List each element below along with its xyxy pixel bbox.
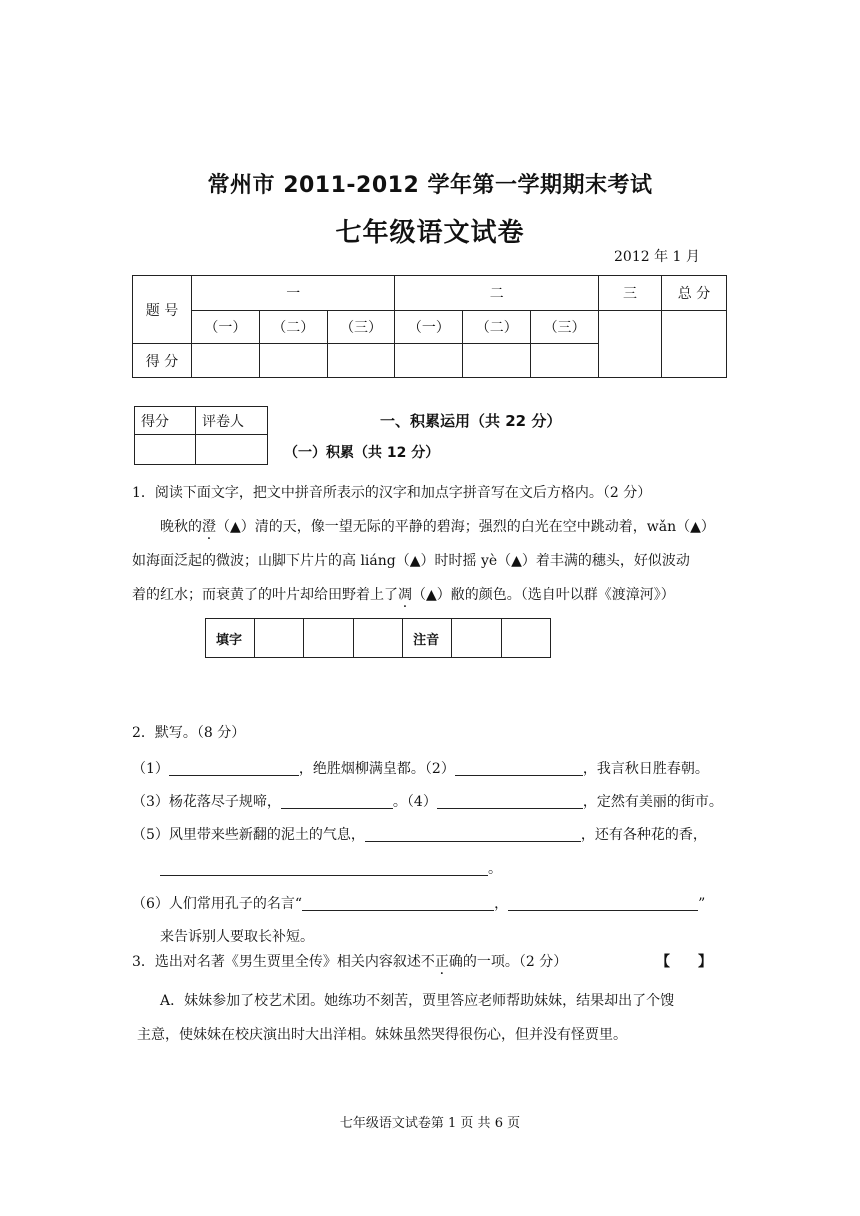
q3-option-a-line-2: 主意，使妹妹在校庆演出时大出洋相。妹妹虽然哭得很伤心，但并没有怪贾里。 bbox=[137, 1027, 627, 1043]
q2-l3-end: ，还有各种花的香， bbox=[580, 827, 707, 843]
score-cell bbox=[463, 344, 531, 378]
score-cell bbox=[192, 344, 260, 378]
group-header-2: 二 bbox=[395, 276, 599, 311]
answer-cell[interactable] bbox=[304, 619, 353, 658]
grader-box bbox=[134, 406, 268, 465]
subsection-heading: （一）积累（共 12 分） bbox=[284, 445, 440, 461]
q3-dotted-text: 不正确 bbox=[420, 954, 463, 970]
q1-passage-line-2: 如海面泛起的微波；山脚下片片的高 liáng（▲）时时摇 yè（▲）着丰满的穗头，好似波动 bbox=[132, 553, 690, 569]
q1-line3-text-b: （▲）敝的颜色。（选自叶以群《渡漳河》） bbox=[412, 587, 675, 603]
total-header: 总 分 bbox=[662, 276, 727, 311]
q3-prompt bbox=[132, 951, 567, 971]
blank-line[interactable] bbox=[508, 896, 698, 911]
answer-cell[interactable] bbox=[452, 619, 501, 658]
sub-header: （二） bbox=[463, 311, 531, 344]
group-header-1: 一 bbox=[192, 276, 395, 311]
q3-option-a-line-1: A．妹妹参加了校艺术团。她练功不刻苦，贾里答应老师帮助妹妹，结果却出了个馊 bbox=[160, 993, 675, 1009]
group-header-3: 三 bbox=[599, 276, 662, 311]
row-label-score: 得 分 bbox=[133, 344, 192, 378]
blank-line[interactable] bbox=[169, 761, 299, 776]
q1-passage-line-1 bbox=[160, 516, 715, 536]
q2-l5-end: ” bbox=[698, 896, 706, 912]
score-cell bbox=[531, 344, 599, 378]
blank-line[interactable] bbox=[437, 794, 583, 809]
q3-prompt-text: 3．选出对名著《男生贾里全传》相关内容叙述 bbox=[132, 954, 421, 970]
exam-date: 2012 年 1 月 bbox=[614, 249, 700, 265]
score-summary-table bbox=[132, 275, 727, 378]
blank-line[interactable] bbox=[160, 861, 488, 876]
grader-name-label: 评卷人 bbox=[196, 407, 268, 435]
score-cell bbox=[259, 344, 327, 378]
q2-l2-text: （3）杨花落尽子规啼， bbox=[132, 794, 281, 810]
q2-line-2 bbox=[132, 791, 723, 811]
answer-cell[interactable] bbox=[353, 619, 402, 658]
exam-title: 常州市 2011-2012 学年第一学期期末考试 bbox=[207, 173, 653, 198]
blank-line[interactable] bbox=[455, 761, 583, 776]
q2-prompt: 2．默写。（8 分） bbox=[132, 725, 246, 741]
q1-line1-text-a: 晚秋的 bbox=[160, 519, 202, 535]
q1-answer-table bbox=[205, 618, 551, 658]
score-cell bbox=[395, 344, 463, 378]
answer-cell[interactable] bbox=[501, 619, 550, 658]
q2-l5-mid: ， bbox=[494, 896, 509, 912]
q2-line-6: 来告诉别人要取长补短。 bbox=[160, 929, 314, 945]
q2-line-3 bbox=[132, 824, 707, 844]
q2-l1-text: ，绝胜烟柳满皇都。（2） bbox=[298, 761, 455, 777]
blank-line[interactable] bbox=[281, 794, 393, 809]
q1-line1-text-b: （▲）清的天，像一望无际的平静的碧海；强烈的白光在空中跳动着，wǎn（▲） bbox=[216, 519, 715, 535]
fill-label: 填字 bbox=[206, 619, 255, 658]
q1-line3-text-a: 着的红水；而衰黄了的叶片却给田野着上了 bbox=[132, 587, 398, 603]
sub-header: （一） bbox=[192, 311, 260, 344]
pinyin-label: 注音 bbox=[403, 619, 452, 658]
blank-line[interactable] bbox=[365, 827, 581, 842]
answer-cell[interactable] bbox=[255, 619, 304, 658]
score-cell bbox=[599, 311, 662, 378]
grader-name-cell bbox=[196, 435, 268, 465]
grader-score-cell bbox=[135, 435, 196, 465]
sub-header: （三） bbox=[531, 311, 599, 344]
sub-header: （一） bbox=[395, 311, 463, 344]
q1-passage-line-3 bbox=[132, 584, 675, 604]
grader-score-label: 得分 bbox=[135, 407, 196, 435]
exam-subtitle: 七年级语文试卷 bbox=[335, 218, 525, 248]
q2-line-5 bbox=[132, 893, 705, 913]
q1-dotted-char-1: 澄 bbox=[202, 519, 216, 535]
q2-line-4 bbox=[160, 858, 502, 878]
score-cell bbox=[662, 311, 727, 378]
q3-answer-bracket[interactable]: 【 】 bbox=[656, 954, 712, 970]
score-cell bbox=[327, 344, 395, 378]
q2-l4-end: 。 bbox=[488, 861, 502, 877]
row-label-number: 题 号 bbox=[133, 276, 192, 344]
sub-header: （二） bbox=[259, 311, 327, 344]
q2-l2-end: ，定然有美丽的街市。 bbox=[582, 794, 723, 810]
q1-prompt: 1．阅读下面文字，把文中拼音所表示的汉字和加点字拼音写在文后方格内。（2 分） bbox=[132, 485, 652, 501]
q2-l2-mid: 。（4） bbox=[392, 794, 437, 810]
sub-header: （三） bbox=[327, 311, 395, 344]
section-heading: 一、积累运用（共 22 分） bbox=[380, 412, 562, 430]
blank-line[interactable] bbox=[302, 896, 494, 911]
q1-dotted-char-2: 凋 bbox=[398, 587, 412, 603]
q2-l3-text: （5）风里带来些新翻的泥土的气息， bbox=[132, 827, 365, 843]
q3-prompt-end: 的一项。（2 分） bbox=[462, 954, 568, 970]
q2-l5-text: （6）人们常用孔子的名言“ bbox=[132, 896, 303, 912]
page-footer: 七年级语文试卷第 1 页 共 6 页 bbox=[339, 1116, 521, 1131]
q2-l1-end: ，我言秋日胜春朝。 bbox=[582, 761, 709, 777]
q2-l1-label: （1） bbox=[132, 761, 169, 777]
q2-line-1 bbox=[132, 758, 709, 778]
